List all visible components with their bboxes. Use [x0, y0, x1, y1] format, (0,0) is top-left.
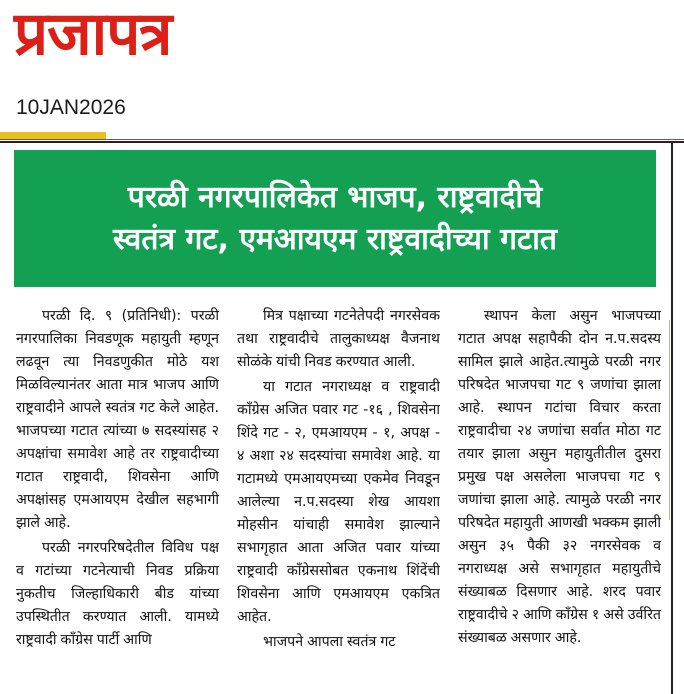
- article-paragraph: स्थापन केला असुन भाजपच्या गटात अपक्ष सहापैकी दोन न.प.सदस्य सामिल झाले आहेत.त्यामुळे परळी नगर परिषदेत भाजपचा गट ९ जणांचा झाला आहे. स्थापन गटांचा विचार करता राष्ट्रवादीचा २४ जणांचा सर्वात मोठा गट तयार झाला असुन महायुतीतील दुसरा प्रमुख पक्ष असलेला भाजपचा गट ९ जणांचा झाला आहे. त्यामुळे परळी नगर परिषदेत महायुती आणखी भक्कम झाली असुन ३५ पैकी ३२ नगरसेवक व नगराध्यक्ष असे सभागृहात महायुतीचे संख्याबळ दिसणार आहे. शरद पवार राष्ट्रवादीचे २ आणि काँग्रेस १ असे उर्वरित संख्याबळ असणार आहे.: [458, 308, 661, 646]
- masthead: [0, 0, 684, 133]
- newspaper-title: प्रजापत्र: [14, 0, 172, 69]
- article-paragraph: भाजपने आपला स्वतंत्र गट: [263, 634, 396, 650]
- header-divider-dark: [0, 141, 684, 143]
- article-paragraph: या गटात नगराध्यक्ष व राष्ट्रवादी काँग्रेस अजित पवार गट -१६ , शिवसेना शिंदे गट - २, एमआयएम - १, अपक्ष - ४ अशा २४ सदस्यांचा समावेश आहे. या गटामध्ये एमआयएमच्या एकमेव निवडून आलेल्या न.प.सदस्या शेख आयशा मोहसीन यांचाही समावेश झाल्याने सभागृहात आता अजित पवार यांच्या राष्ट्रवादी काँग्रेससोबत एकनाथ शिंदेंची शिवसेना आणि एमआयएम एकत्रित आहेत.: [237, 379, 440, 625]
- article-column-1: [16, 305, 219, 694]
- article-column-3: [458, 305, 661, 694]
- right-margin-rule: [671, 143, 673, 694]
- right-margin-accent-rule: [669, 320, 670, 520]
- headline-line-1: परळी नगरपालिकेत भाजप, राष्ट्रवादीचे: [127, 180, 543, 216]
- article-body: [16, 305, 662, 694]
- article-column-2: [237, 305, 440, 694]
- headline-line-2: स्वतंत्र गट, एमआयएम राष्ट्रवादीच्या गटात: [113, 221, 557, 257]
- gold-accent-bar: [0, 132, 106, 139]
- article-paragraph: परळी नगरपरिषदेतील विविध पक्ष व गटांच्या गटनेत्याची निवड प्रक्रिया नुकतीच जिल्हाधिकारी बीड यांच्या उपस्थितीत करण्यात आली. यामध्ये राष्ट्रवादी काँग्रेस पार्टी आणि: [16, 540, 219, 648]
- publication-date: 10JAN2026: [16, 96, 126, 119]
- article-paragraph: परळी दि. ९ (प्रतिनिधी): परळी नगरपालिका निवडणूक महायुती म्हणून लढवून त्या निवडणुकीत मोठे यश मिळविल्यानंतर आता मात्र भाजप आणि राष्ट्रवादीने आपले स्वतंत्र गट केले आहेत. भाजपच्या गटात त्यांच्या ७ सदस्यांसह २ अपक्षांचा समावेश आहे तर राष्ट्रवादीच्या गटात राष्ट्रवादी, शिवसेना आणि अपक्षांसह एमआयएम देखील सहभागी झाले आहे.: [16, 308, 219, 531]
- headline-banner: [14, 150, 656, 287]
- article-paragraph: मित्र पक्षाच्या गटनेतेपदी नगरसेवक तथा राष्ट्रवादीचे तालुकाध्यक्ष वैजनाथ सोळंके यांची निवड करण्यात आली.: [237, 308, 440, 370]
- header-divider-thin: [0, 139, 684, 140]
